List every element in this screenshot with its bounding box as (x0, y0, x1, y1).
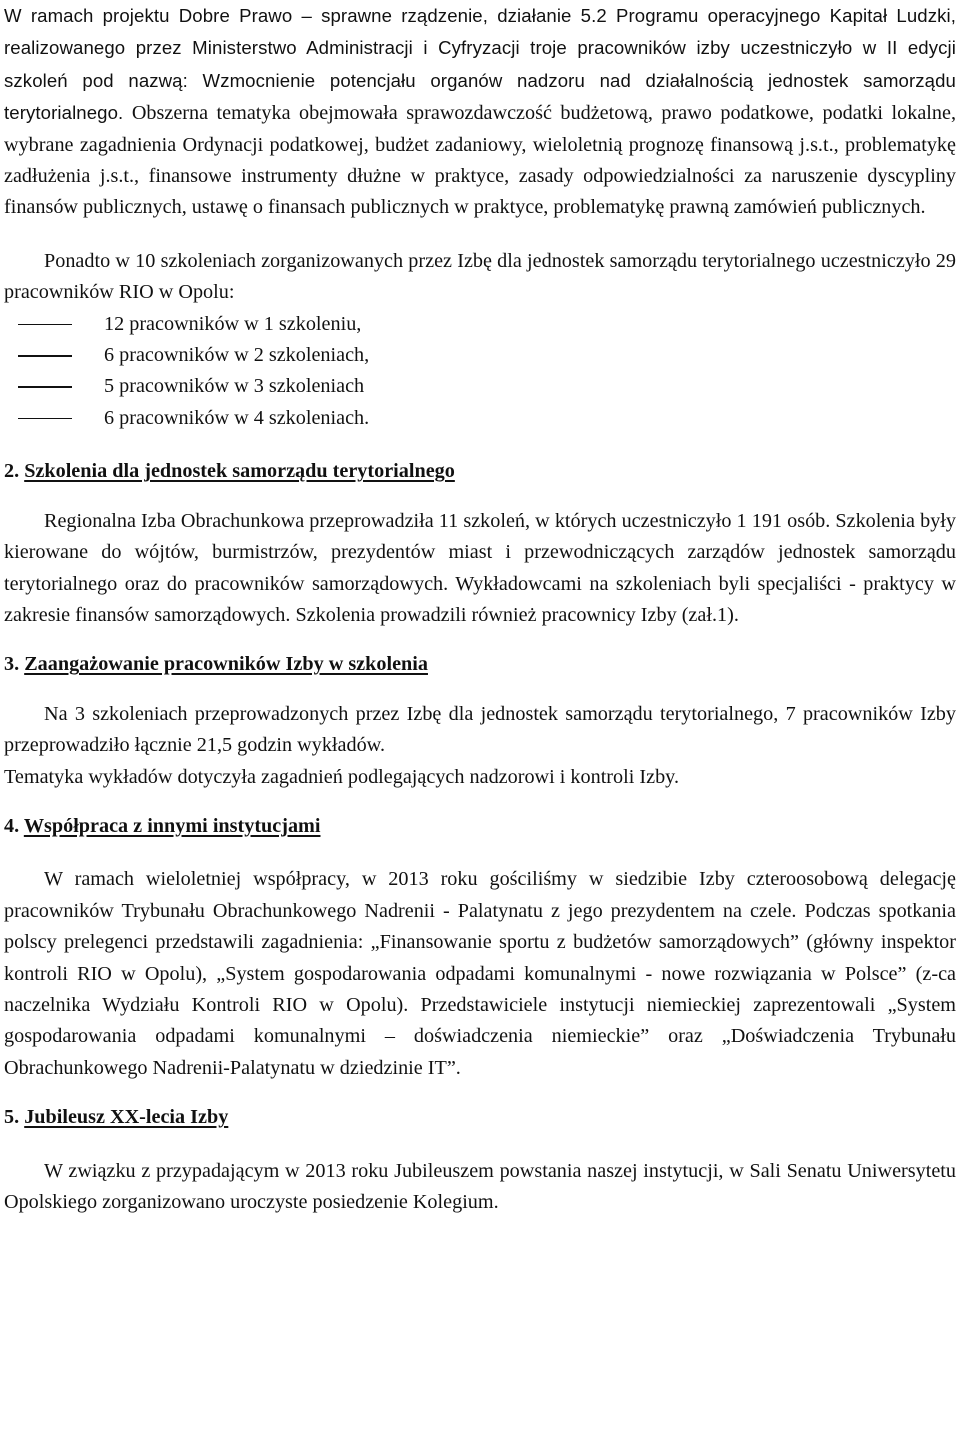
section-heading (4, 456, 956, 487)
list-item (4, 371, 956, 402)
section-title: Szkolenia dla jednostek samorządu terytorialnego (24, 460, 455, 483)
spacer (4, 224, 956, 246)
training-paragraph: Ponadto w 10 szkoleniach zorganizowanych przez Izbę dla jednostek samorządu terytorialnego uczestniczyło 29 pracowników RIO w Opolu: (4, 249, 956, 304)
spacer (4, 631, 956, 649)
section-body: Na 3 szkoleniach przeprowadzonych przez Izbę dla jednostek samorządu terytorialnego, 7 pracowników Izby przeprowadziło łącznie 21,5 godzin wykładów. (4, 702, 956, 757)
section-body-extra: Tematyka wykładów dotyczyła zagadnień podlegających nadzorowi i kontroli Izby. (4, 765, 679, 788)
section-body: W ramach wieloletniej współpracy, w 2013 roku gościliśmy w siedzibie Izby czteroosobową delegację pracowników Trybunału Obrachunkowego Nadrenii - Palatynatu z jego prezydentem na czele. Podczas spotkania polscy prelegenci przedstawili zagadnienia: „Finansowanie sportu z budżetów samorządowych” (główny inspektor kontroli RIO w Opolu), „System gospodarowania odpadami komunalnymi - nowe rozwiązania w Polsce” (z-ca naczelnika Wydziału Kontroli RIO w Opolu). Przedstawiciele instytucji niemieckiej zaprezentowali „System gospodarowania odpadami komunalnymi – doświadczenia niemieckie” oraz „Doświadczenia Trybunału Obrachunkowego Nadrenii-Palatynatu w dziedzinie IT”. (4, 868, 956, 1079)
section-title: Zaangażowanie pracowników Izby w szkolenia (24, 653, 428, 676)
spacer (4, 793, 956, 811)
dash-bullet-icon (18, 355, 72, 357)
spacer (4, 842, 956, 864)
list-item (4, 309, 956, 340)
spacer (4, 1084, 956, 1102)
dash-bullet-icon (18, 386, 72, 388)
section-number: 5. (4, 1106, 20, 1129)
section-body: Regionalna Izba Obrachunkowa przeprowadziła 11 szkoleń, w których uczestniczyło 1 191 osób. Szkolenia były kierowane do wójtów, burmistrzów, prezydentów miast i przewodniczących zarządów jednostek samorządu terytorialnego oraz do pracowników samorządowych. Wykładowcami na szkoleniach byli specjaliści - praktycy w zakresie finansów samorządowych. Szkolenia prowadzili również pracownicy Izby (zał.1). (4, 509, 956, 626)
training-list (4, 309, 956, 435)
intro-paragraph (4, 0, 956, 224)
list-item-text: 6 pracowników w 4 szkoleniach. (104, 406, 370, 429)
section-heading (4, 811, 956, 842)
list-item-text: 5 pracowników w 3 szkoleniach (104, 375, 365, 398)
section-body: W związku z przypadającym w 2013 roku Jubileuszem powstania naszej instytucji, w Sali Senatu Uniwersytetu Opolskiego zorganizowano uroczyste posiedzenie Kolegium. (4, 1159, 956, 1213)
list-item (4, 403, 956, 434)
section-title: Jubileusz XX-lecia Izby (24, 1106, 229, 1129)
section-number: 2. (4, 460, 20, 483)
section-heading (4, 1102, 956, 1133)
spacer (4, 488, 956, 506)
list-item-text: 6 pracowników w 2 szkoleniach, (104, 344, 370, 367)
list-item (4, 340, 956, 371)
section-title: Współpraca z innymi instytucjami (23, 814, 321, 837)
spacer (4, 681, 956, 699)
dash-bullet-icon (18, 418, 72, 420)
intro-part2: Obszerna tematyka obejmowała sprawozdawczość budżetową, prawo podatkowe, podatki lokalne, wybrane zagadnienia Ordynacji podatkowej, budżet zadaniowy, wieloletnią prognozę finansową j.s.t., problematykę zadłużenia j.s.t., finansowe instrumenty dłużne w praktyce, zasady odpowiedzialności za naruszenie dyscypliny finansów publicznych, ustawę o finansach publicznych w praktyce, problematykę prawną zamówień publicznych. (4, 102, 956, 219)
spacer (4, 434, 956, 456)
intro-part1: W ramach projektu Dobre Prawo – sprawne rządzenie, działanie 5.2 Programu operacyjnego Kapitał Ludzki, realizowanego przez Ministerstwo Administracji i Cyfryzacji troje pracowników izby uczestniczyło w II edycji szkoleń pod nazwą: Wzmocnienie potencjału organów nadzoru nad działalnością jednostek samorządu terytorialnego. (4, 5, 956, 124)
section-number: 3. (4, 653, 20, 676)
section-heading (4, 649, 956, 680)
list-item-text: 12 pracowników w 1 szkoleniu, (104, 312, 362, 335)
dash-bullet-icon (18, 324, 72, 326)
section-number: 4. (4, 814, 20, 837)
spacer (4, 1134, 956, 1156)
